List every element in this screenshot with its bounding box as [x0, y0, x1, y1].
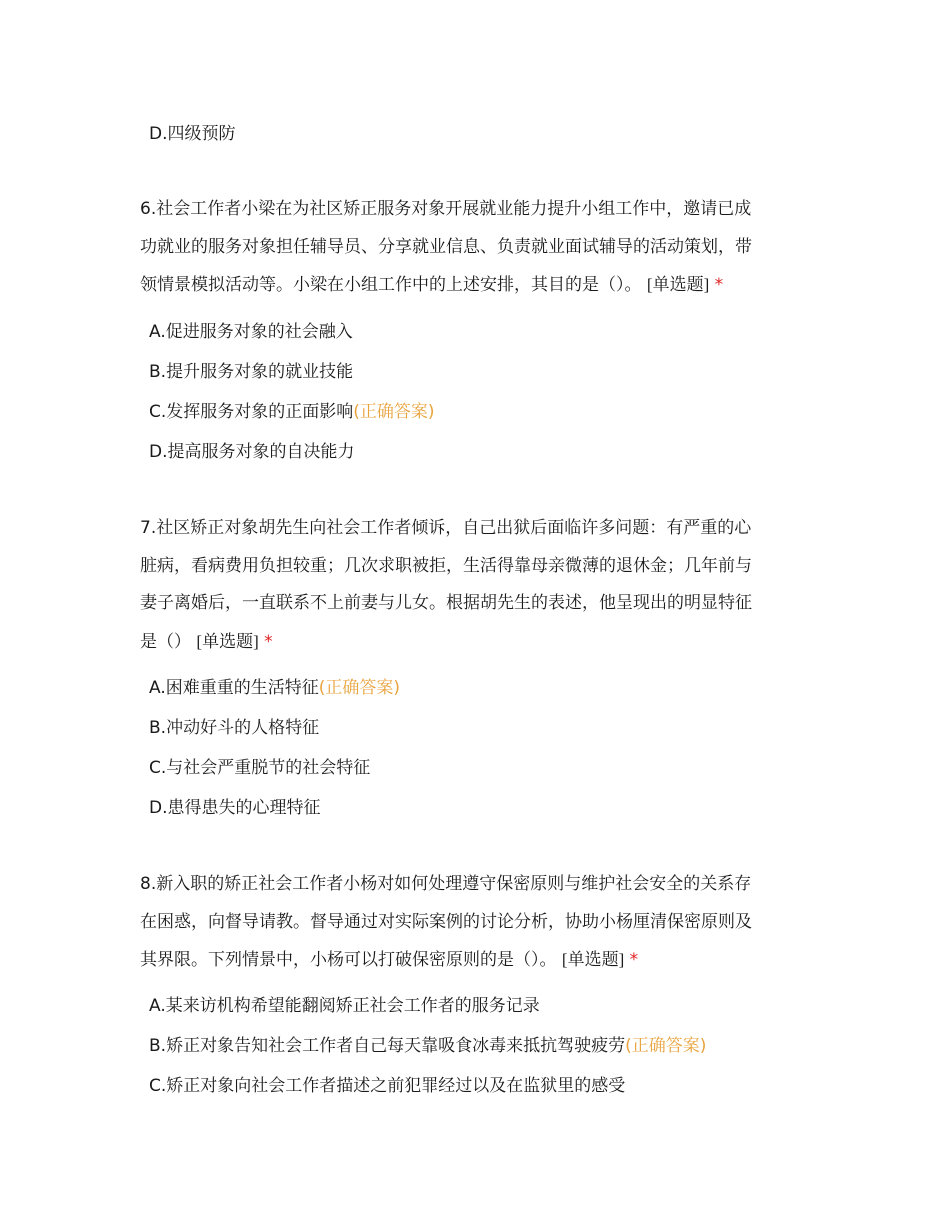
required-marker: * [714, 275, 724, 295]
option-text: 四级预防 [167, 124, 236, 144]
option-text: 矫正对象告知社会工作者自己每天靠吸食冰毒来抵抗驾驶疲劳 [166, 1036, 626, 1056]
question-line: 在困惑，向督导请教。督导通过对实际案例的讨论分析，协助小杨厘清保密原则及 [140, 911, 752, 932]
option-text: 困难重重的生活特征 [165, 678, 319, 698]
option-label: A. [149, 678, 166, 698]
question-line: 其界限。下列情景中，小杨可以打破保密原则的是（）。 [单选题] * [140, 950, 639, 970]
option-label: D. [149, 442, 168, 462]
question-type-tag: [单选题] [561, 950, 625, 969]
question-line: 是（） [单选题] * [140, 631, 273, 652]
required-marker: * [264, 631, 273, 652]
correct-answer-marker: (正确答案) [625, 1036, 707, 1056]
option-label: A. [149, 322, 166, 342]
option-label: C. [149, 402, 167, 422]
question-line: 7.社区矫正对象胡先生向社会工作者倾诉，自己出狱后面临许多问题：有严重的心 [140, 518, 752, 538]
question-6 [140, 191, 815, 305]
correct-answer-marker: (正确答案) [318, 678, 400, 698]
option-label: D. [149, 798, 168, 818]
option-6c [149, 400, 435, 424]
option-6b [149, 360, 353, 384]
option-7d [149, 796, 321, 820]
question-type-tag: [单选题] [646, 275, 710, 294]
option-text: 发挥服务对象的正面影响 [166, 402, 354, 422]
option-7b [149, 716, 319, 740]
question-line: 6.社会工作者小梁在为社区矫正服务对象开展就业能力提升小组工作中，邀请已成 [140, 199, 752, 219]
option-text: 冲动好斗的人格特征 [166, 718, 320, 738]
option-6d [149, 440, 355, 464]
option-8a [149, 994, 540, 1018]
option-label: C. [149, 1076, 167, 1096]
option-6a [149, 320, 353, 344]
option-8c [149, 1074, 625, 1098]
option-text: 患得患失的心理特征 [167, 798, 321, 818]
question-8 [140, 866, 815, 980]
option-label: A. [149, 996, 166, 1016]
question-line: 8.新入职的矫正社会工作者小杨对如何处理遵守保密原则与维护社会安全的关系存 [140, 874, 752, 894]
option-previous-d [149, 122, 236, 146]
question-line: 领情景模拟活动等。小梁在小组工作中的上述安排，其目的是（）。 [单选题] * [140, 275, 724, 295]
option-7c [149, 756, 370, 780]
option-text: 某来访机构希望能翻阅矫正社会工作者的服务记录 [165, 996, 540, 1016]
option-text: 矫正对象向社会工作者描述之前犯罪经过以及在监狱里的感受 [166, 1076, 626, 1096]
option-label: C. [149, 758, 167, 778]
option-8b [149, 1034, 706, 1058]
question-7 [140, 510, 815, 661]
question-type-tag: [单选题] [196, 631, 259, 651]
option-label: B. [149, 718, 167, 738]
question-line: 脏病，看病费用负担较重；几次求职被拒，生活得靠母亲微薄的退休金；几年前与 [140, 555, 752, 576]
question-line: 妻子离婚后，一直联系不上前妻与儿女。根据胡先生的表述，他呈现出的明显特征 [140, 593, 752, 613]
option-label: B. [149, 1036, 167, 1056]
required-marker: * [629, 950, 639, 970]
option-7a [149, 676, 400, 700]
question-line: 功就业的服务对象担任辅导员、分享就业信息、负责就业面试辅导的活动策划，带 [140, 236, 752, 257]
option-text: 促进服务对象的社会融入 [165, 322, 353, 342]
option-text: 提高服务对象的自决能力 [167, 442, 355, 462]
option-label: B. [149, 362, 167, 382]
option-label: D. [149, 124, 168, 144]
option-text: 提升服务对象的就业技能 [166, 362, 354, 382]
option-text: 与社会严重脱节的社会特征 [166, 758, 371, 778]
correct-answer-marker: (正确答案) [353, 402, 435, 422]
